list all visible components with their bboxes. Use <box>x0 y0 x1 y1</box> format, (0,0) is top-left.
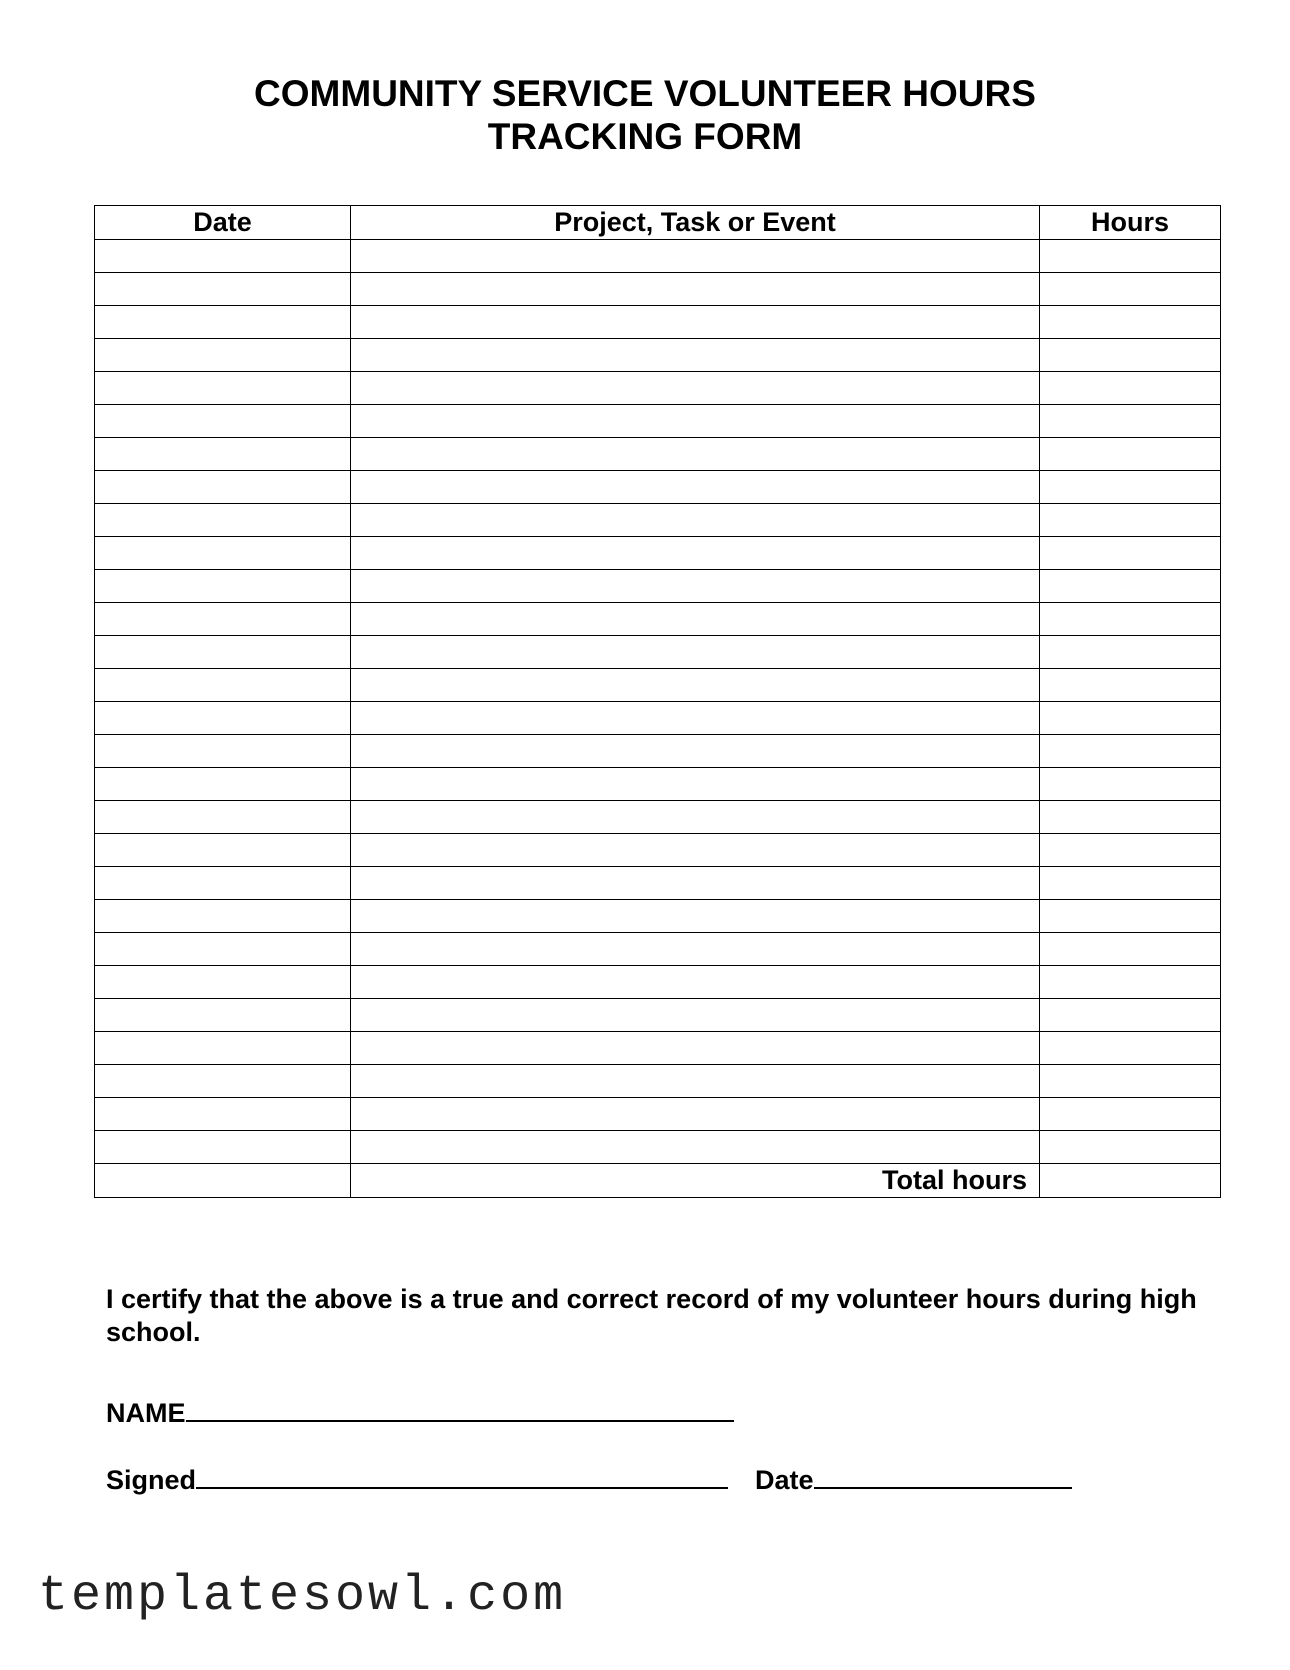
date-cell[interactable] <box>95 570 351 603</box>
task-cell[interactable] <box>351 933 1040 966</box>
column-header-date: Date <box>95 206 351 240</box>
date-cell[interactable] <box>95 240 351 273</box>
hours-cell[interactable] <box>1040 504 1221 537</box>
date-cell[interactable] <box>95 1131 351 1164</box>
hours-cell[interactable] <box>1040 438 1221 471</box>
date-cell[interactable] <box>95 372 351 405</box>
date-cell[interactable] <box>95 1098 351 1131</box>
date-cell[interactable] <box>95 966 351 999</box>
task-cell[interactable] <box>351 1131 1040 1164</box>
table-row <box>95 438 1221 471</box>
table-row <box>95 636 1221 669</box>
task-cell[interactable] <box>351 702 1040 735</box>
hours-cell[interactable] <box>1040 339 1221 372</box>
date-cell[interactable] <box>95 504 351 537</box>
task-cell[interactable] <box>351 669 1040 702</box>
table-row <box>95 735 1221 768</box>
date-cell[interactable] <box>95 834 351 867</box>
total-hours-label: Total hours <box>351 1164 1040 1198</box>
total-date-cell[interactable] <box>95 1164 351 1198</box>
log-body <box>95 240 1221 1198</box>
task-cell[interactable] <box>351 834 1040 867</box>
task-cell[interactable] <box>351 471 1040 504</box>
hours-cell[interactable] <box>1040 537 1221 570</box>
date-cell[interactable] <box>95 273 351 306</box>
name-field[interactable] <box>186 1396 734 1422</box>
task-cell[interactable] <box>351 306 1040 339</box>
hours-cell[interactable] <box>1040 1032 1221 1065</box>
table-row <box>95 504 1221 537</box>
task-cell[interactable] <box>351 966 1040 999</box>
table-row <box>95 669 1221 702</box>
table-row <box>95 339 1221 372</box>
table-row <box>95 834 1221 867</box>
hours-log-table <box>94 205 1221 1198</box>
date-cell[interactable] <box>95 438 351 471</box>
task-cell[interactable] <box>351 867 1040 900</box>
task-cell[interactable] <box>351 372 1040 405</box>
table-row <box>95 537 1221 570</box>
date-cell[interactable] <box>95 339 351 372</box>
hours-cell[interactable] <box>1040 966 1221 999</box>
task-cell[interactable] <box>351 570 1040 603</box>
table-row <box>95 405 1221 438</box>
task-cell[interactable] <box>351 537 1040 570</box>
signature-field[interactable] <box>196 1463 728 1489</box>
task-cell[interactable] <box>351 603 1040 636</box>
signed-label: Signed <box>106 1465 197 1495</box>
table-row <box>95 603 1221 636</box>
table-row <box>95 372 1221 405</box>
hours-cell[interactable] <box>1040 801 1221 834</box>
watermark: templatesowl.com <box>38 1568 567 1625</box>
name-label: NAME <box>106 1398 186 1428</box>
title-line-2: TRACKING FORM <box>487 116 803 157</box>
hours-cell[interactable] <box>1040 405 1221 438</box>
date-cell[interactable] <box>95 669 351 702</box>
table-row <box>95 1065 1221 1098</box>
date-cell[interactable] <box>95 801 351 834</box>
task-cell[interactable] <box>351 636 1040 669</box>
hours-cell[interactable] <box>1040 999 1221 1032</box>
date-cell[interactable] <box>95 900 351 933</box>
hours-cell[interactable] <box>1040 636 1221 669</box>
task-cell[interactable] <box>351 735 1040 768</box>
hours-cell[interactable] <box>1040 1131 1221 1164</box>
date-label: Date <box>755 1465 814 1495</box>
column-header-hours: Hours <box>1040 206 1221 240</box>
hours-cell[interactable] <box>1040 669 1221 702</box>
task-cell[interactable] <box>351 504 1040 537</box>
date-cell[interactable] <box>95 471 351 504</box>
header-row <box>95 206 1221 240</box>
table-row <box>95 867 1221 900</box>
date-cell[interactable] <box>95 636 351 669</box>
hours-cell[interactable] <box>1040 1065 1221 1098</box>
total-row <box>95 1164 1221 1198</box>
column-header-task: Project, Task or Event <box>351 206 1040 240</box>
hours-cell[interactable] <box>1040 372 1221 405</box>
table-row <box>95 240 1221 273</box>
certification-statement: I certify that the above is a true and correct record of my volunteer hours during high school. <box>106 1284 1197 1347</box>
date-cell[interactable] <box>95 702 351 735</box>
date-cell[interactable] <box>95 1065 351 1098</box>
table-row <box>95 1032 1221 1065</box>
total-hours-cell[interactable] <box>1040 1164 1221 1198</box>
date-cell[interactable] <box>95 603 351 636</box>
table-row <box>95 306 1221 339</box>
name-line <box>106 1396 734 1430</box>
hours-cell[interactable] <box>1040 471 1221 504</box>
hours-cell[interactable] <box>1040 603 1221 636</box>
date-cell[interactable] <box>95 867 351 900</box>
date-cell[interactable] <box>95 405 351 438</box>
date-cell[interactable] <box>95 1032 351 1065</box>
title-line-1: COMMUNITY SERVICE VOLUNTEER HOURS <box>254 73 1036 114</box>
task-cell[interactable] <box>351 1032 1040 1065</box>
hours-cell[interactable] <box>1040 867 1221 900</box>
task-cell[interactable] <box>351 405 1040 438</box>
date-cell[interactable] <box>95 999 351 1032</box>
date-cell[interactable] <box>95 306 351 339</box>
table-row <box>95 273 1221 306</box>
hours-cell[interactable] <box>1040 570 1221 603</box>
task-cell[interactable] <box>351 1098 1040 1131</box>
hours-cell[interactable] <box>1040 306 1221 339</box>
table-row <box>95 768 1221 801</box>
date-cell[interactable] <box>95 768 351 801</box>
table-row <box>95 999 1221 1032</box>
hours-cell[interactable] <box>1040 702 1221 735</box>
table-row <box>95 801 1221 834</box>
table-row <box>95 702 1221 735</box>
hours-cell[interactable] <box>1040 768 1221 801</box>
date-cell[interactable] <box>95 933 351 966</box>
table-row <box>95 1131 1221 1164</box>
hours-cell[interactable] <box>1040 933 1221 966</box>
table-row <box>95 570 1221 603</box>
task-cell[interactable] <box>351 768 1040 801</box>
table-row <box>95 900 1221 933</box>
hours-cell[interactable] <box>1040 273 1221 306</box>
task-cell[interactable] <box>351 1065 1040 1098</box>
hours-cell[interactable] <box>1040 1098 1221 1131</box>
form-title <box>0 72 1290 158</box>
hours-cell[interactable] <box>1040 834 1221 867</box>
task-cell[interactable] <box>351 438 1040 471</box>
task-cell[interactable] <box>351 339 1040 372</box>
task-cell[interactable] <box>351 273 1040 306</box>
task-cell[interactable] <box>351 240 1040 273</box>
date-field[interactable] <box>814 1463 1072 1489</box>
hours-cell[interactable] <box>1040 735 1221 768</box>
signature-line <box>106 1463 1072 1497</box>
hours-cell[interactable] <box>1040 900 1221 933</box>
date-cell[interactable] <box>95 537 351 570</box>
task-cell[interactable] <box>351 900 1040 933</box>
date-cell[interactable] <box>95 735 351 768</box>
table-row <box>95 933 1221 966</box>
table-row <box>95 966 1221 999</box>
hours-cell[interactable] <box>1040 240 1221 273</box>
table-row <box>95 471 1221 504</box>
task-cell[interactable] <box>351 801 1040 834</box>
table-row <box>95 1098 1221 1131</box>
task-cell[interactable] <box>351 999 1040 1032</box>
